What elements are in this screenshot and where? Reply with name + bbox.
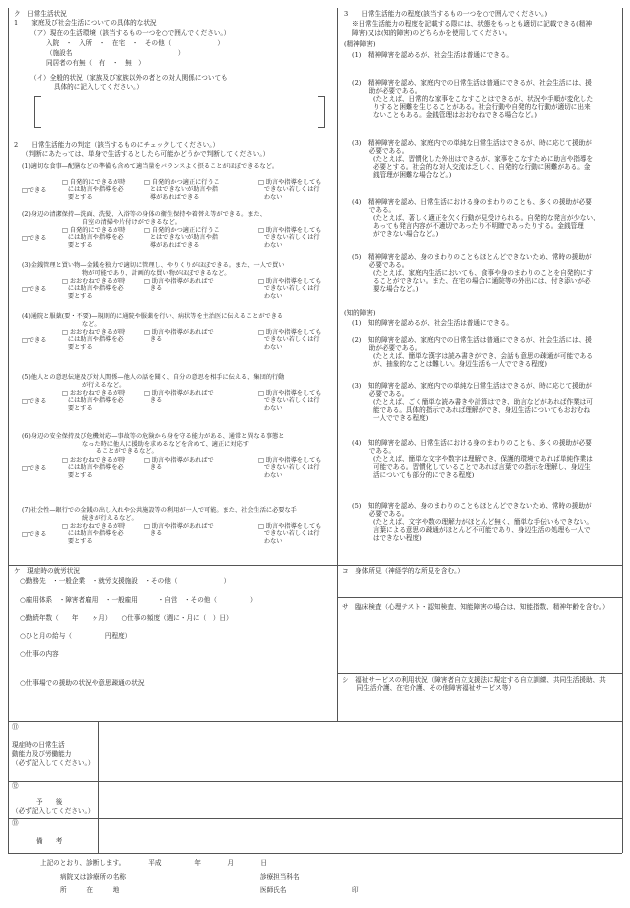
general-status-label: （イ）全般的状況（家族及び家族以外の者との対人関係についても (30, 74, 228, 82)
work-salary[interactable]: ○ひと月の給与（ 円程度） (20, 632, 132, 640)
mental-option-5[interactable]: (5) 精神障害を認め、身のまわりのこともほとんどできないため、常時の援助が 必要である。 (たとえば、家庭内生活においても、食事や身のまわりのことを自発的にす ることができない。また、在宅の場合に通院等の外出には、付き添いが必 要な場合など。) (352, 253, 594, 293)
ability-option-checkbox[interactable]: □ 自発的かつ適正に行うこ とはできないが助言や指 導があればできる (144, 179, 220, 201)
ability-option-checkbox[interactable]: □できる (22, 286, 47, 293)
cohabitant-field[interactable]: 同居者の有無（ 有 ・ 無 ） (46, 59, 145, 67)
box11-label-3: （必ず記入してください。） (12, 759, 95, 767)
divider-sa (337, 597, 622, 598)
ability-option-checkbox[interactable]: □ 助言や指導をしても できない若しくは行 わない (258, 457, 322, 479)
frame-right (622, 8, 623, 853)
box11-number: ⑪ (12, 723, 19, 731)
mental-option-3[interactable]: (3) 精神障害を認め、家庭内での単純な日常生活はできるが、時に応じて援助が 必要である。 (たとえば、習慣化した外出はできるが、家事をこなすために助言や指導を 必要とする。社会的な対人交流は乏しく、自発的な行動に困難がある。金 銭管理が困難な場合など。) (352, 139, 594, 179)
hospital-name-label: 病院又は診療所の名称 (60, 873, 126, 881)
work-tenure[interactable]: ○勤続年数（ 年 ヶ月） ○仕事の頻度（週に・月に（ ）日） (20, 614, 233, 622)
mental-option-2[interactable]: (2) 精神障害を認め、家庭内での日常生活は普通にできるが、社会生活には、援 助が必要である。 (たとえば、日常的な家事をこなすことはできるが、状況や手順が変化した りすると困難を生じることがある。社会行動や自発的な行動が適切に出来 ないこともある。金銭管理はおおむねできる場合など。) (352, 79, 594, 119)
living-env-label: （ア）現在の生活環境（該当するもの一つを○で囲んでください。） (30, 29, 231, 37)
ability-item-options (22, 390, 327, 418)
ability-item-question: (5)他人との意思伝達及び対人関係—他人の話を聞く、自分の意思を相手に伝える、集団的行動 (22, 374, 285, 381)
general-status-bracket-right (318, 96, 325, 128)
section-k-title: ク 日常生活状況 (14, 10, 67, 18)
ability-option-checkbox[interactable]: □できる (22, 187, 47, 194)
work-employment-type[interactable]: ○雇用体系 ・障害者雇用 ・一般雇用 ・自営 ・その他（ ） (20, 596, 257, 604)
ability-option-checkbox[interactable]: □ 助言や指導をしても できない若しくは行 わない (258, 179, 322, 201)
work-support[interactable]: ○仕事場での援助の状況や意思疎通の状況 (20, 679, 145, 687)
ability-option-checkbox[interactable]: □ 自発的にできるが時 には助言や指導を必 要とする (62, 179, 126, 201)
divider-shi (337, 673, 622, 674)
box12-note: （必ず記入してください。） (12, 807, 95, 815)
ability-option-checkbox[interactable]: □できる (22, 398, 47, 405)
box12-number: ⑫ (12, 782, 19, 790)
ability-option-checkbox[interactable]: □ 助言や指導があればで きる (144, 390, 214, 405)
box12-label: 予 後 (36, 798, 63, 806)
ability-item-question: (6)身辺の安全保持及び危機対応—事故等の危険から身を守る能力がある、通常と異なる事態と (22, 433, 285, 440)
box-label-divider (98, 721, 99, 853)
ability-option-checkbox[interactable]: □できる (22, 531, 47, 538)
ability-item-question-cont: 自室の清掃や片付けができるなど。 (82, 219, 181, 226)
ability-option-checkbox[interactable]: □ 自発的にできるが時 には助言や指導を必 要とする (62, 227, 126, 249)
ability-option-checkbox[interactable]: □ 助言や指導があればで きる (144, 278, 214, 293)
mental-option-1[interactable]: (1) 精神障害を認めるが、社会生活は普通にできる。 (352, 51, 513, 59)
ability-item-options (22, 278, 327, 306)
ability-option-checkbox[interactable]: □ おおむねできるが時 には助言や指導を必 要とする (62, 390, 126, 412)
general-status-textarea[interactable] (42, 96, 314, 128)
doctor-name-label: 医師氏名 (260, 886, 287, 894)
ability-option-checkbox[interactable]: □できる (22, 337, 47, 344)
center-divider-lower (337, 565, 338, 721)
ability-item-options (22, 329, 327, 357)
ability-option-checkbox[interactable]: □できる (22, 235, 47, 242)
ability-option-checkbox[interactable]: □ おおむねできるが時 には助言や指導を必 要とする (62, 457, 126, 479)
ability-option-checkbox[interactable]: □ 助言や指導をしても できない若しくは行 わない (258, 227, 322, 249)
welfare-services[interactable]: シ 福祉サービスの利用状況（障害者自立支援法に規定する自立訓練、共同生活援助、共 同生活介護、在宅介護、その他障害福祉サービス等） (342, 676, 606, 692)
seal-label: 印 (352, 886, 359, 894)
ability-option-checkbox[interactable]: □ 助言や指導をしても できない若しくは行 わない (258, 329, 322, 351)
ability-item-question: (3)金銭管理と買い物—金銭を独力で適切に管理し、やりくりがほぼできる。また、一人で買い (22, 262, 285, 269)
ability-item-options (22, 523, 327, 551)
intel-option-1[interactable]: (1) 知的障害を認めるが、社会生活は普通にできる。 (352, 319, 513, 327)
ability-option-checkbox[interactable]: □ 助言や指導があればで きる (144, 329, 214, 344)
diagnosis-date[interactable]: 上記のとおり、診断します。 平成 年 月 日 (40, 859, 267, 867)
ability-option-checkbox[interactable]: □ 助言や指導をしても できない若しくは行 わない (258, 390, 322, 412)
box11-label-2: 動能力及び労働能力 (12, 750, 72, 758)
work-title: ケ 現症時の就労状況 (14, 567, 80, 575)
ability-item-question: (4)通院と服薬(要・不要)—規則的に通院や服薬を行い、病状等を主治医に伝えることができる (22, 313, 284, 320)
box11-label-1: 現症時の日常生活 (12, 741, 65, 749)
ability-option-checkbox[interactable]: □できる (22, 465, 47, 472)
work-content[interactable]: ○仕事の内容 (20, 650, 59, 658)
general-status-bracket-left (34, 96, 41, 128)
ability-option-checkbox[interactable]: □ 自発的かつ適正に行うこ とはできないが助言や指 導があればできる (144, 227, 220, 249)
ability-item-question: (7)社会性—銀行での金銭の出し入れや公共施設等の利用が一人で可能。また、社会生活に必要な手 (22, 507, 297, 514)
ability-option-checkbox[interactable]: □ 助言や指導をしても できない若しくは行 わない (258, 523, 322, 545)
ability-item-question-cont: 物が可能であり、計画的な買い物がほぼできるなど。 (82, 270, 231, 277)
section-3-note-2: 障害)又は(知的障害)のどちらかを使用してください。 (352, 29, 512, 37)
divider-box12 (8, 781, 622, 782)
living-env-options: 入院 ・ 入所 ・ 在宅 ・ その他（ ） (46, 39, 225, 47)
intel-option-2[interactable]: (2) 知的障害を認め、家庭内での日常生活は普通にできるが、社会生活には、援 助が必要である。 (たとえば、簡単な漢字は読み書きができ、会話も意思の疎通が可能である が、抽象的なことは難しい。身辺生活も一人でできる程度) (352, 336, 593, 368)
ability-item-options (22, 227, 327, 255)
center-divider (337, 8, 338, 565)
box12-field[interactable] (100, 783, 620, 816)
ability-option-checkbox[interactable]: □ おおむねできるが時 には助言や指導を必 要とする (62, 329, 126, 351)
department-label: 診療担当科名 (260, 873, 300, 881)
box13-field[interactable] (100, 820, 620, 851)
ability-item-question-cont: なった時に他人に援助を求めるなどを含めて、適正に対応す ることができるなど。 (82, 441, 249, 456)
ability-item-question: (1)適切な食事—配膳などの準備も含めて適当量をバランスよく摂ることがほぼできるなど。 (22, 163, 279, 170)
section-3-title: 3 日常生活能力の程度(該当するもの一つを○で囲んでください。) (344, 10, 548, 18)
mental-label: (精神障害) (344, 40, 376, 48)
ability-option-checkbox[interactable]: □ おおむねできるが時 には助言や指導を必 要とする (62, 523, 126, 545)
frame-left (8, 8, 9, 853)
ability-item-question: (2)身辺の清潔保持—洗面、洗髪、入浴等の身体の衛生保持や着替え等ができる。また、 (22, 211, 266, 218)
box13-label: 備 考 (36, 837, 63, 845)
physical-findings[interactable]: コ 身体所見（神経学的な所見を含む。） (342, 567, 464, 575)
ability-option-checkbox[interactable]: □ 助言や指導があればで きる (144, 457, 214, 472)
divider-box13 (8, 818, 622, 819)
intel-option-4[interactable]: (4) 知的障害を認め、日常生活における身のまわりのことも、多くの援助が必要 である。 (たとえば、簡単な文字や数字は理解でき、保護的環境であれば単純作業は 可能である。習慣化していることであれば言葉での指示を理解し、身辺生 活についても部分的にできる程度) (352, 439, 593, 479)
divider-work (8, 565, 622, 566)
address-label: 所 在 地 (60, 886, 120, 894)
divider-footer (8, 853, 622, 854)
box13-number: ⑬ (12, 819, 19, 827)
section-3-note-1: ※日常生活能力の程度を記載する際には、状態をもっとも適切に記載できる(精神 (352, 20, 592, 28)
section-2-note: （判断にあたっては、単身で生活するとしたら可能かどうかで判断してください。） (22, 150, 270, 158)
intel-label: (知的障害) (344, 309, 376, 317)
ability-item-options (22, 179, 327, 207)
intel-option-5[interactable]: (5) 知的障害を認め、身のまわりのこともほとんどできないため、常時の援助が 必要である。 (たとえば、文字や数の理解力がほとんど無く、簡単な手伝いもできない。 言葉による意思の疎通がほとんど不可能であり、身辺生活の処理も一人で はできない程度) (352, 502, 593, 542)
mental-option-4[interactable]: (4) 精神障害を認め、日常生活における身のまわりのことも、多くの援助が必要 である。 (たとえば、著しく適正を欠く行動が見受けられる。自発的な発言が少ない、 あっても発言内容が不適切であったり不明瞭であったりする。金銭管理 ができない場合など。) (352, 198, 600, 238)
ability-item-options (22, 457, 327, 485)
divider-box11 (8, 721, 622, 722)
general-status-label-2: 具体的に記入してください。） (54, 83, 144, 91)
ability-option-checkbox[interactable]: □ 助言や指導があればで きる (144, 523, 214, 538)
ability-item-question-cont: が行えるなど。 (82, 382, 126, 389)
ability-item-question-cont: など。 (82, 321, 101, 328)
clinical-tests[interactable]: サ 臨床検査（心理テスト・認知検査、知能障害の場合は、知能指数、精神年齢を含む。） (342, 603, 609, 611)
intel-option-3[interactable]: (3) 知的障害を認め、家庭内での単純な日常生活はできるが、時に応じて援助が 必要である。 (たとえば、ごく簡単な読み書きや計算はでき、助言などがあれば作業は可 能である。具体的指示であれば理解ができ、身辺生活についてもおおむね 一人でできる程度) (352, 382, 593, 422)
box11-field[interactable] (100, 723, 620, 779)
ability-option-checkbox[interactable]: □ 助言や指導をしても できない若しくは行 わない (258, 278, 322, 300)
facility-name-field[interactable]: （施設名 ） (46, 49, 185, 57)
work-employer[interactable]: ○勤務先 ・一般企業 ・就労支援施設 ・その他（ ） (20, 577, 231, 585)
ability-option-checkbox[interactable]: □ おおむねできるが時 には助言や指導を必 要とする (62, 278, 126, 300)
section-1-title: 1 家庭及び社会生活についての具体的な状況 (14, 19, 157, 27)
section-2-title: 2 日常生活能力の判定（該当するものにチェックしてください。） (14, 141, 220, 149)
ability-item-question-cont: 続きが行えるなど。 (82, 515, 138, 522)
